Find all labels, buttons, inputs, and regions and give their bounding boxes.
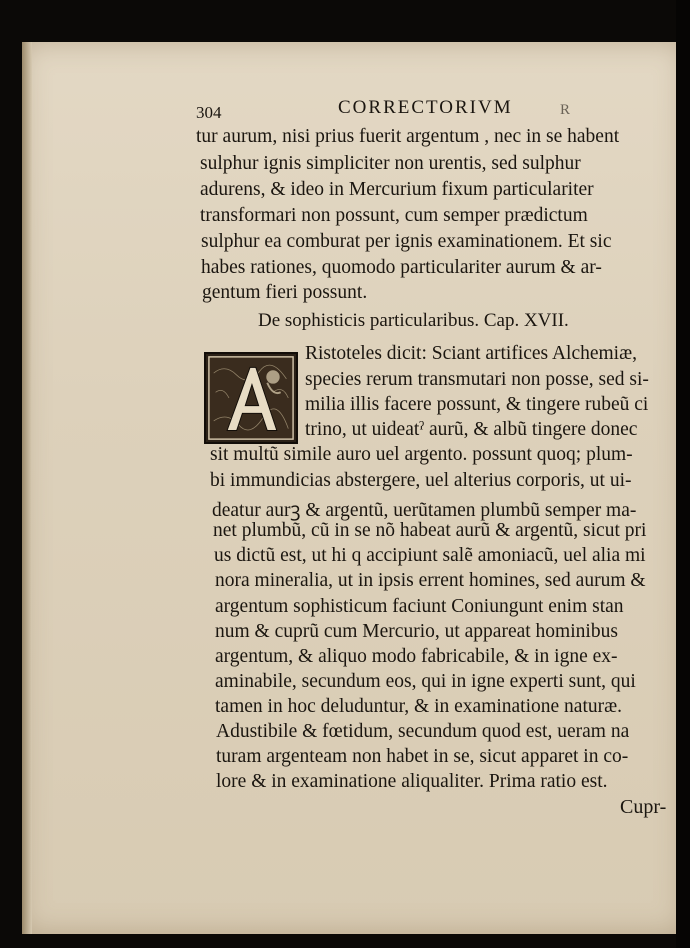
page-edge [22,42,32,934]
text-line: sit multũ simile auro uel argento. possunt quoq; plum- [210,444,633,465]
running-head: CORRECTORIVM [338,97,513,118]
decorated-initial-a-icon [204,352,298,444]
text-line: milia illis facere possunt, & tingere rubeũ ci [305,394,649,415]
text-line: sulphur ea comburat per ignis examinationem. Et sic [201,231,612,252]
text-line: tamen in hoc deluduntur, & in examinatione naturæ. [215,696,622,717]
text-line: Adustibile & fœtidum, secundum quod est, ueram na [216,721,630,742]
page-number: 304 [196,103,222,122]
text-line: deatur aurꝫ & argentũ, uerũtamen plumbũ semper ma- [212,500,637,521]
text-line: Ristoteles dicit: Sciant artifices Alchemiæ, [305,343,637,364]
bleed-through-text: R [560,102,572,118]
text-line: habes rationes, quomodo particulariter aurum & ar- [201,257,602,278]
text-line: species rerum transmutari non posse, sed si- [305,369,649,390]
text-line: turam argenteam non habet in se, sicut apparet in co- [216,746,629,767]
text-line: num & cuprũ cum Mercurio, ut appareat hominibus [215,621,618,642]
binding-gutter [676,0,690,948]
text-line: bi immundicias abstergere, uel alterius corporis, ut ui- [210,470,632,491]
text-line: adurens, & ideo in Mercurium fixum particulariter [200,179,594,200]
text-line: lore & in examinatione aliqualiter. Prima ratio est. [216,771,608,792]
text-line: argentum sophisticum faciunt Coniungunt enim stan [215,596,624,617]
text-line: gentum fieri possunt. [202,282,368,303]
text-line: argentum, & aliquo modo fabricabile, & in igne ex- [215,646,618,667]
text-line: sulphur ignis simpliciter non urentis, sed sulphur [200,153,581,174]
text-line: nora mineralia, ut in ipsis errent homines, sed aurum & [215,570,646,591]
text-line: net plumbũ, cũ in se nõ habeat aurũ & argentũ, sicut pri [213,520,647,541]
text-line: trino, ut uideatˀ aurũ, & albũ tingere donec [305,419,638,440]
text-line: us dictũ est, ut hi q accipiunt salẽ amoniacũ, uel alia mi [214,545,646,566]
text-line: tur aurum, nisi prius fuerit argentum , nec in se habent [196,126,620,147]
chapter-heading: De sophisticis particularibus. Cap. XVII. [258,310,569,331]
text-line: aminabile, secundum eos, qui in igne experti sunt, qui [215,671,636,692]
catchword: Cupr- [620,796,667,818]
text-line: transformari non possunt, cum semper prædictum [200,205,588,226]
